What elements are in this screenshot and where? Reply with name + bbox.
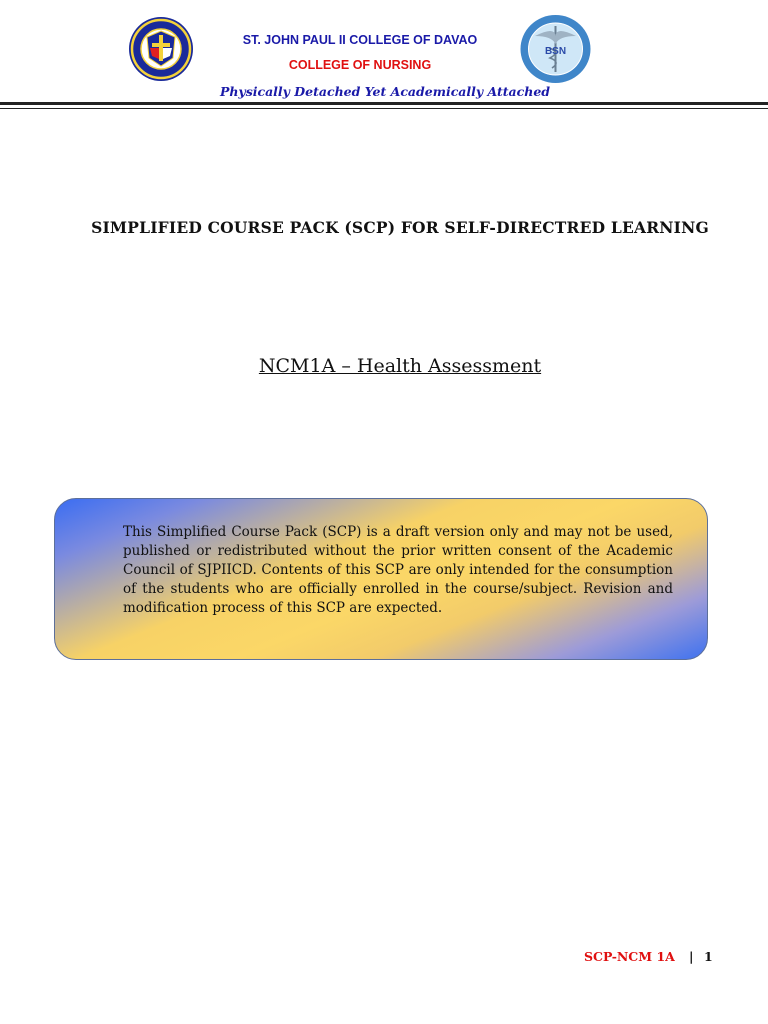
footer-separator: | <box>689 949 694 964</box>
header-divider-thick <box>0 102 768 105</box>
nursing-caduceus-seal-icon <box>519 14 592 84</box>
footer-course-code: SCP-NCM 1A <box>584 949 675 964</box>
course-title: NCM1A – Health Assessment <box>258 355 542 377</box>
notice-text: This Simplified Course Pack (SCP) is a draft version only and may not be used, published or redistributed without the prior written consent of the Academic Council of SJPIICD. Contents of this SCP are only intended for the consumption of the students who are officially enrolled in the course/subject. Revision and modification process of this SCP are expected. <box>123 524 673 616</box>
header-divider-thin <box>0 108 768 109</box>
seal-bsn-text: BSN <box>544 46 567 57</box>
document-title: SIMPLIFIED COURSE PACK (SCP) FOR SELF-DIRECTRED LEARNING <box>91 218 709 237</box>
page-number: 1 <box>704 949 713 964</box>
department-name: COLLEGE OF NURSING <box>288 58 432 72</box>
college-name: ST. JOHN PAUL II COLLEGE OF DAVAO <box>242 33 478 47</box>
college-seal-icon <box>126 16 196 82</box>
motto: Physically Detached Yet Academically Attached <box>219 84 551 99</box>
